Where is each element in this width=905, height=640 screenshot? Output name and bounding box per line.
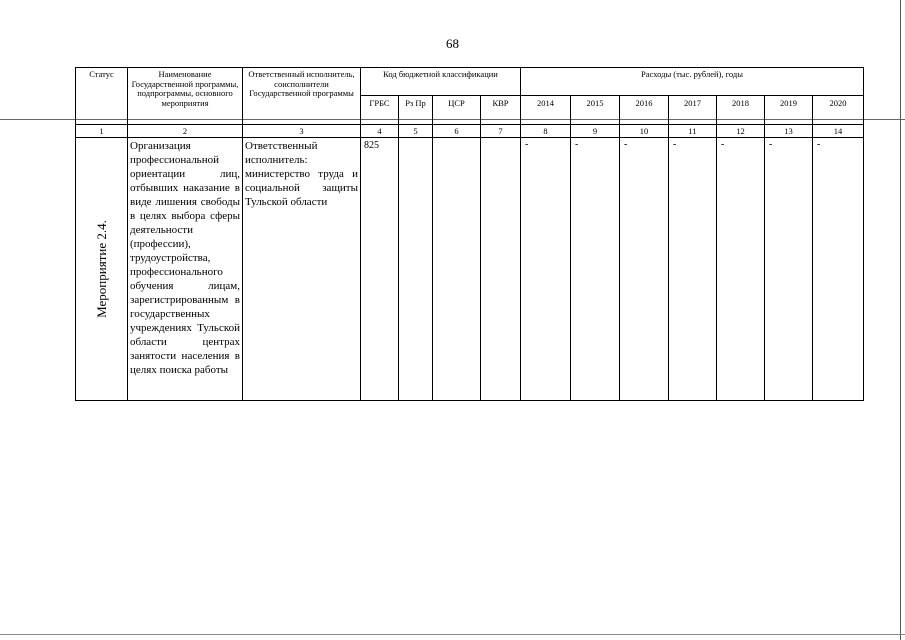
expense-2014: - xyxy=(521,138,571,401)
column-number: 3 xyxy=(243,125,361,138)
header-csr: ЦСР xyxy=(433,96,481,125)
header-budget-code: Код бюджетной классификации xyxy=(361,68,521,96)
status-cell xyxy=(76,138,128,401)
header-kvr: КВР xyxy=(481,96,521,125)
column-number: 4 xyxy=(361,125,399,138)
header-grbs: ГРБС xyxy=(361,96,399,125)
header-row-1 xyxy=(76,68,864,96)
expense-2020: - xyxy=(813,138,864,401)
header-status: Статус xyxy=(76,68,128,125)
column-number: 6 xyxy=(433,125,481,138)
responsible-executor: Ответственный исполнитель: министерство труда и социальной защиты Тульской области xyxy=(243,138,361,401)
column-number: 5 xyxy=(399,125,433,138)
column-number-row xyxy=(76,125,864,138)
expense-2017: - xyxy=(669,138,717,401)
scan-edge-right xyxy=(900,0,901,640)
column-number: 9 xyxy=(571,125,620,138)
expense-2016: - xyxy=(620,138,669,401)
header-expenses: Расходы (тыс. рублей), годы xyxy=(521,68,864,96)
expense-2019: - xyxy=(765,138,813,401)
column-number: 11 xyxy=(669,125,717,138)
kvr-value xyxy=(481,138,521,401)
column-number: 8 xyxy=(521,125,571,138)
header-year-2014: 2014 xyxy=(521,96,571,125)
column-number: 7 xyxy=(481,125,521,138)
measure-name: Организация профессиональной ориентации лиц, отбывших наказание в виде лишения свободы в целях выбора сферы деятельности (профессии), трудоустройства, профессионального обучения лицам, зарегистрированным в государственных учреждениях Тульской области центрах занятости населения в целях поиска работы xyxy=(128,138,243,401)
expense-2018: - xyxy=(717,138,765,401)
grbs-value: 825 xyxy=(361,138,399,401)
column-number: 14 xyxy=(813,125,864,138)
page-number: 68 xyxy=(446,36,459,51)
budget-table xyxy=(75,67,864,401)
header-year-2015: 2015 xyxy=(571,96,620,125)
table-row xyxy=(76,138,864,401)
column-number: 12 xyxy=(717,125,765,138)
column-number: 13 xyxy=(765,125,813,138)
column-number: 1 xyxy=(76,125,128,138)
expense-2015: - xyxy=(571,138,620,401)
header-year-2019: 2019 xyxy=(765,96,813,125)
header-year-2020: 2020 xyxy=(813,96,864,125)
header-year-2016: 2016 xyxy=(620,96,669,125)
header-responsible: Ответственный исполнитель, соисполнители Государственной программы xyxy=(243,68,361,125)
rzpr-value xyxy=(399,138,433,401)
header-year-2017: 2017 xyxy=(669,96,717,125)
header-year-2018: 2018 xyxy=(717,96,765,125)
status-label: Мероприятие 2.4. xyxy=(93,220,109,318)
column-number: 2 xyxy=(128,125,243,138)
header-rzpr: Рз Пр xyxy=(399,96,433,125)
csr-value xyxy=(433,138,481,401)
header-name: Наименование Государственной программы, подпрограммы, основного мероприятия xyxy=(128,68,243,125)
column-number: 10 xyxy=(620,125,669,138)
scan-edge-bottom xyxy=(0,634,905,635)
